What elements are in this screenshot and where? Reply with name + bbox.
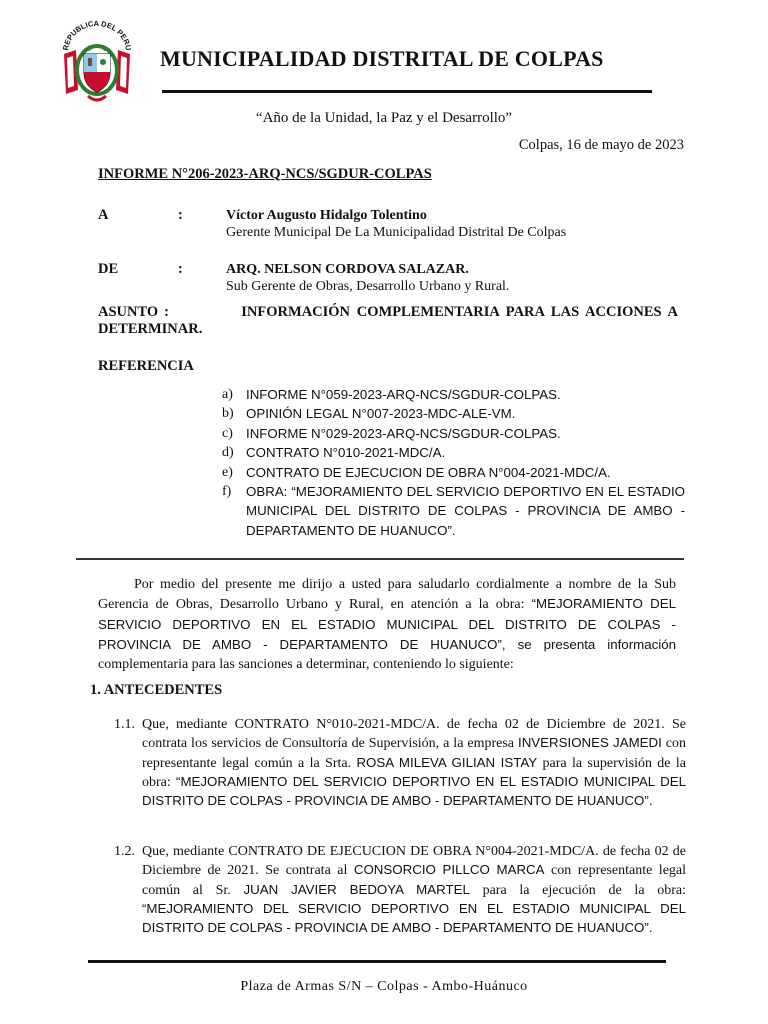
informe-number: INFORME N°206-2023-ARQ-NCS/SGDUR-COLPAS xyxy=(98,166,432,182)
section-divider xyxy=(76,558,684,560)
antecedent-project: “MEJORAMIENTO DEL SERVICIO DEPORTIVO EN EL ESTADIO MUNICIPAL DEL DISTRITO DE COLPAS - PROVINCIA DE AMBO - DEPARTAMENTO DE HUANUCO”. xyxy=(142,773,686,809)
antecedent-item xyxy=(114,843,686,938)
footer-address: Plaza de Armas S/N – Colpas - Ambo-Huánuco xyxy=(240,979,528,994)
reference-item xyxy=(222,463,685,482)
reference-key: c) xyxy=(222,425,233,441)
antecedent-company: CONSORCIO PILLCO MARCA xyxy=(353,862,545,878)
to-name: Víctor Augusto Hidalgo Tolentino xyxy=(226,208,427,223)
reference-item xyxy=(222,482,685,540)
from-block xyxy=(226,261,509,295)
antecedent-text: para la ejecución de la obra: xyxy=(469,882,686,898)
year-motto: “Año de la Unidad, la Paz y el Desarrollo” xyxy=(255,110,513,126)
peru-coat-of-arms-logo xyxy=(58,20,136,106)
from-role: Sub Gerente de Obras, Desarrollo Urbano y Rural. xyxy=(226,279,510,294)
antecedent-project: “MEJORAMIENTO DEL SERVICIO DEPORTIVO EN EL ESTADIO MUNICIPAL DEL DISTRITO DE COLPAS - PROVINCIA DE AMBO - DEPARTAMENTO DE HUANUCO”. xyxy=(142,900,686,936)
from-label: DE xyxy=(98,261,119,277)
reference-item xyxy=(222,404,685,423)
from-name: ARQ. NELSON CORDOVA SALAZAR. xyxy=(226,262,469,277)
section-1-title: 1. ANTECEDENTES xyxy=(90,682,223,698)
reference-key: f) xyxy=(222,484,232,500)
intro-part-1: Por medio del presente me dirijo a usted para saludarlo cordialmente a nombre de la Sub Gerencia de Obras, Desarrollo Urbano y Rural, en atención a la obra: xyxy=(98,577,676,613)
intro-part-3: complementaria para las sanciones a determinar, conteniendo lo siguiente: xyxy=(98,657,514,673)
subject-label: ASUNTO xyxy=(98,304,159,320)
reference-text: CONTRATO N°010-2021-MDC/A. xyxy=(246,445,446,461)
antecedent-company: INVERSIONES JAMEDI xyxy=(518,735,662,751)
antecedent-person: JUAN JAVIER BEDOYA MARTEL xyxy=(243,881,470,897)
antecedent-item xyxy=(114,716,686,811)
from-colon: : xyxy=(178,261,183,277)
footer-divider xyxy=(88,960,666,963)
reference-list xyxy=(222,385,685,540)
reference-item xyxy=(222,443,685,462)
subject-colon: : xyxy=(164,304,170,320)
antecedent-number: 1.2. xyxy=(114,844,135,859)
reference-text: OBRA: “MEJORAMIENTO DEL SERVICIO DEPORTIVO EN EL ESTADIO MUNICIPAL DEL DISTRITO DE COLPAS - PROVINCIA DE AMBO - DEPARTAMENTO DE HUANUCO”. xyxy=(246,484,685,538)
antecedent-person: ROSA MILEVA GILIAN ISTAY xyxy=(356,754,538,770)
reference-key: a) xyxy=(222,387,233,402)
crest-text: REPUBLICA DEL PERU xyxy=(60,20,134,52)
subject-text: INFORMACIÓN COMPLEMENTARIA PARA LAS ACCIONES A DETERMINAR. xyxy=(98,304,679,337)
reference-key: d) xyxy=(222,445,234,461)
reference-text: INFORME N°059-2023-ARQ-NCS/SGDUR-COLPAS. xyxy=(246,387,561,402)
antecedent-text: Que, mediante CONTRATO DE EJECUCION DE OBRA N°004-2021-MDC/A. de fecha 02 de Diciembre de 2021. Se contrata al xyxy=(142,844,686,879)
reference-text: CONTRATO DE EJECUCION DE OBRA N°004-2021-MDC/A. xyxy=(246,464,611,480)
to-label: A xyxy=(98,207,109,223)
antecedent-text: Que, mediante CONTRATO N°010-2021-MDC/A. de fecha 02 de Diciembre de 2021. Se contrata los servicios de Consultoría de Supervisión, a la empresa xyxy=(142,717,686,752)
reference-key: b) xyxy=(222,406,234,422)
antecedent-text: con representante legal común al Sr. xyxy=(142,863,687,898)
antecedent-text: para la supervisión de la obra: xyxy=(142,755,686,790)
antecedent-number: 1.1. xyxy=(114,717,135,732)
document-date: Colpas, 16 de mayo de 2023 xyxy=(518,137,684,153)
reference-key: e) xyxy=(222,464,233,480)
reference-item xyxy=(222,424,685,443)
subject-block xyxy=(98,304,678,338)
to-colon: : xyxy=(178,207,183,223)
reference-title: REFERENCIA xyxy=(98,358,194,374)
header-divider xyxy=(162,90,652,93)
reference-item xyxy=(222,385,685,404)
to-block xyxy=(226,207,566,241)
municipality-title: MUNICIPALIDAD DISTRITAL DE COLPAS xyxy=(160,46,604,71)
antecedent-text: con representante legal común a la Srta. xyxy=(142,736,686,771)
intro-part-2: “MEJORAMIENTO DEL SERVICIO DEPORTIVO EN EL ESTADIO MUNICIPAL DEL DISTRITO DE COLPAS - PROVINCIA DE AMBO - DEPARTAMENTO DE HUANUCO”, se presenta información xyxy=(98,596,676,652)
to-role: Gerente Municipal De La Municipalidad Distrital De Colpas xyxy=(226,225,567,240)
reference-text: OPINIÓN LEGAL N°007-2023-MDC-ALE-VM. xyxy=(246,406,516,422)
reference-text: INFORME N°029-2023-ARQ-NCS/SGDUR-COLPAS. xyxy=(246,425,561,441)
intro-paragraph xyxy=(98,575,676,674)
